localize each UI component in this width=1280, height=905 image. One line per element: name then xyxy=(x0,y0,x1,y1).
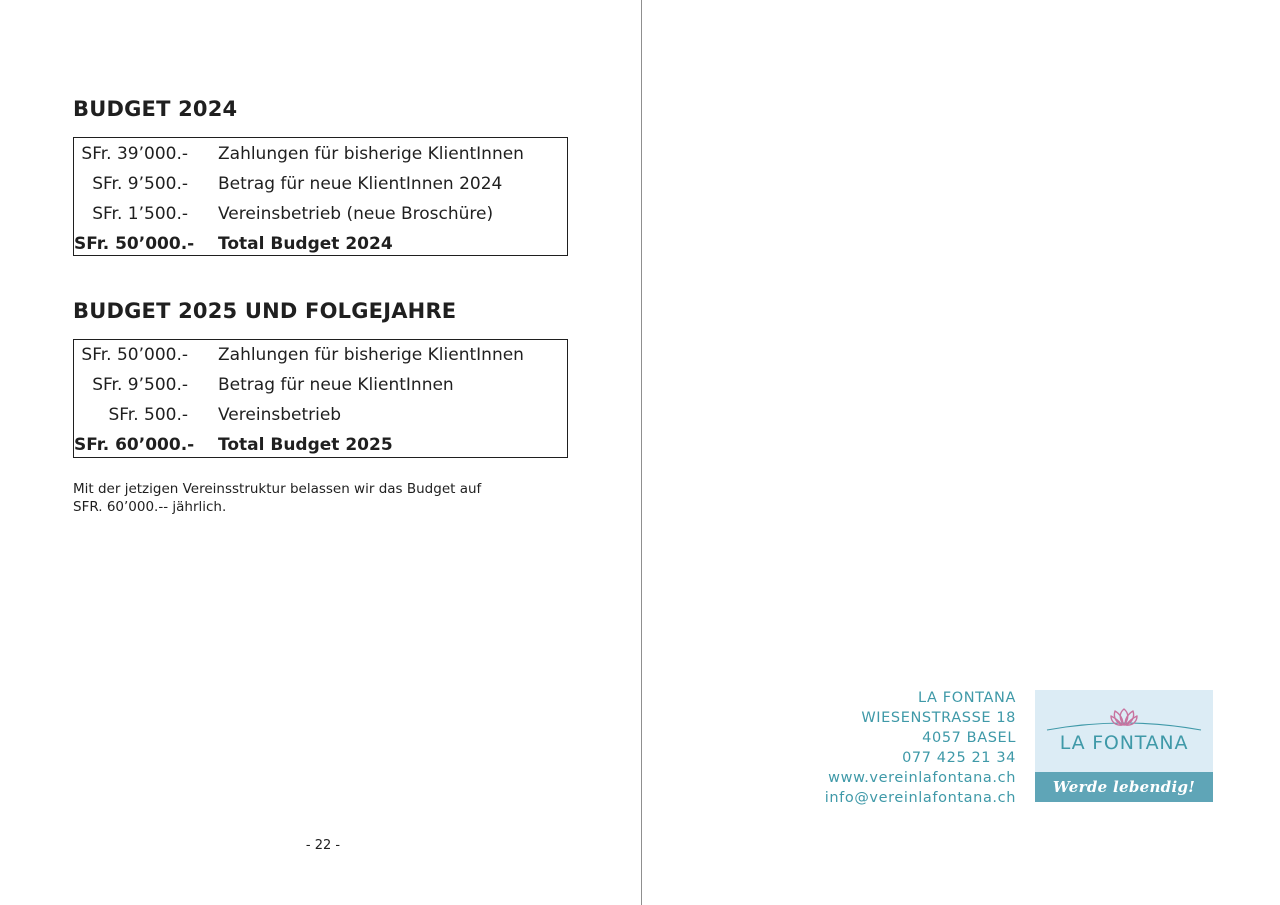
budget-2025-table xyxy=(73,339,568,458)
budget-note-line: Mit der jetzigen Vereinsstruktur belassen wir das Budget auf xyxy=(73,481,482,497)
total-label: Total Budget 2024 xyxy=(218,234,393,254)
contact-address-block xyxy=(780,688,1016,808)
budget-2024-row xyxy=(74,169,567,199)
total-label: Total Budget 2025 xyxy=(218,435,393,455)
row-label: Vereinsbetrieb xyxy=(218,405,342,425)
row-amount: SFr. 500.- xyxy=(108,405,188,425)
row-label: Betrag für neue KlientInnen 2024 xyxy=(218,174,503,194)
row-label: Vereinsbetrieb (neue Broschüre) xyxy=(218,204,494,224)
budget-2024-row xyxy=(74,199,567,229)
email-link[interactable]: info@vereinlafontana.ch xyxy=(824,790,1016,806)
total-amount: SFr. 50’000.- xyxy=(74,234,195,254)
budget-2025-total-row xyxy=(74,430,567,460)
budget-note xyxy=(73,480,533,516)
org-name: LA FONTANA xyxy=(918,690,1016,706)
logo-slogan: Werde lebendig! xyxy=(1052,778,1196,796)
phone-number: 077 425 21 34 xyxy=(902,750,1016,766)
budget-2024-total-row xyxy=(74,229,567,259)
budget-note-line: SFR. 60’000.-- jährlich. xyxy=(73,499,227,515)
budget-2025-row xyxy=(74,370,567,400)
budget-2024-table xyxy=(73,137,568,256)
row-label: Zahlungen für bisherige KlientInnen xyxy=(218,345,524,365)
budget-2025-row xyxy=(74,400,567,430)
street-address: WIESENSTRASSE 18 xyxy=(861,710,1016,726)
budget-2025-row xyxy=(74,340,567,370)
row-amount: SFr. 9’500.- xyxy=(92,375,188,395)
budget-2025-title: BUDGET 2025 UND FOLGEJAHRE xyxy=(73,299,457,323)
postal-city: 4057 BASEL xyxy=(922,730,1016,746)
lotus-flower-icon xyxy=(1035,690,1213,735)
budget-2024-title: BUDGET 2024 xyxy=(73,97,238,121)
row-amount: SFr. 1’500.- xyxy=(92,204,188,224)
row-amount: SFr. 50’000.- xyxy=(81,345,188,365)
row-amount: SFr. 9’500.- xyxy=(92,174,188,194)
budget-2024-row xyxy=(74,139,567,169)
page-number: - 22 - xyxy=(305,838,341,853)
row-amount: SFr. 39’000.- xyxy=(81,144,188,164)
la-fontana-logo xyxy=(1035,690,1213,802)
website-link[interactable]: www.vereinlafontana.ch xyxy=(828,770,1016,786)
row-label: Zahlungen für bisherige KlientInnen xyxy=(218,144,524,164)
total-amount: SFr. 60’000.- xyxy=(74,435,195,455)
row-label: Betrag für neue KlientInnen xyxy=(218,375,454,395)
page-spine-divider xyxy=(641,0,642,905)
logo-wordmark: LA FONTANA xyxy=(1059,732,1189,754)
logo-slogan-band xyxy=(1035,772,1213,802)
